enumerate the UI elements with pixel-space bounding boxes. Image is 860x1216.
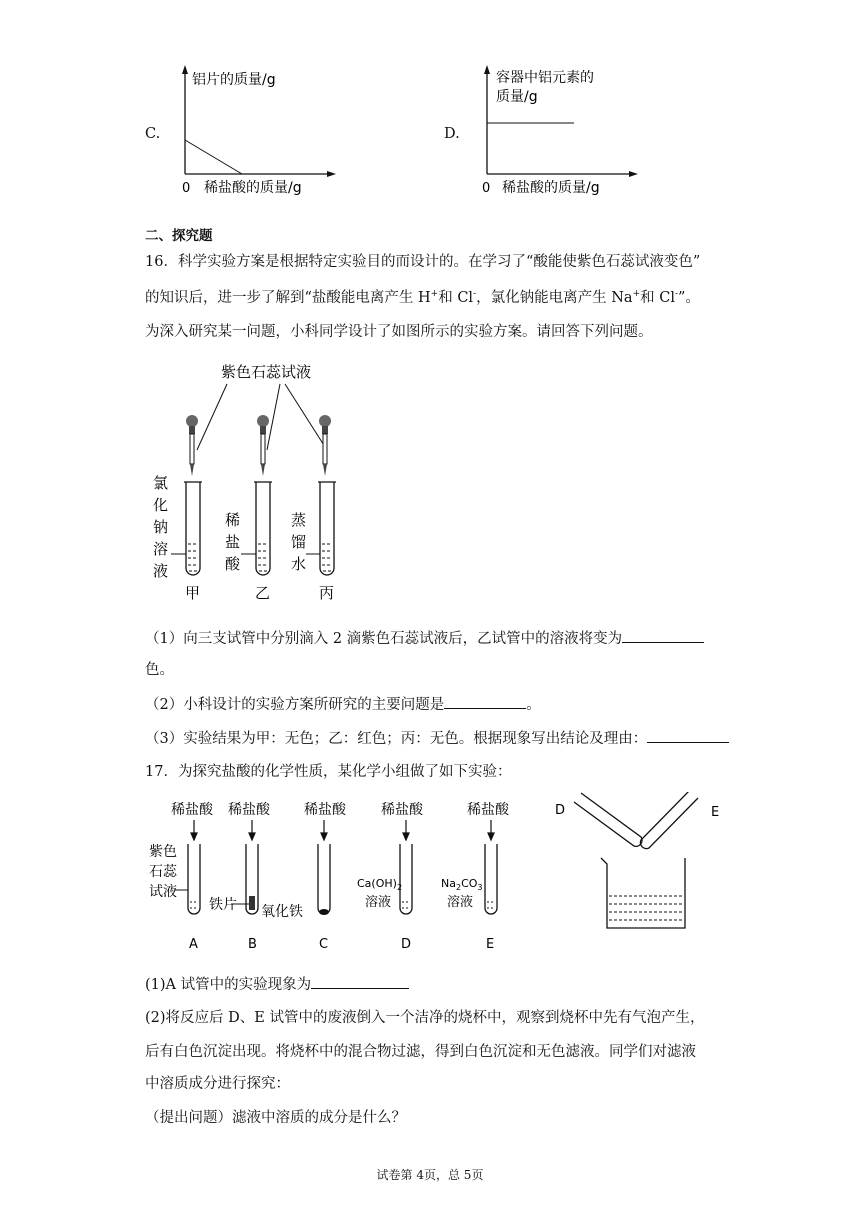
graph-c-x-arrow [327,171,336,177]
tube-bing-label: 丙 [319,584,335,602]
answer-blank-2[interactable] [444,694,526,709]
graph-c [170,62,340,202]
answer-blank-4[interactable] [311,974,409,989]
acid-labels [171,801,510,818]
svg-text:D: D [401,937,412,952]
tube-bing-liquid: 蒸 馏 水 [291,511,307,573]
graph-d-origin: 0 [482,181,491,196]
q17-line1: 17．为探究盐酸的化学性质，某化学小组做了如下实验： [145,764,512,780]
tube-yi-label: 乙 [255,584,271,602]
graph-d-y-label-1: 容器中铝元素的 [496,70,594,86]
dropper-1 [186,415,198,476]
q16-line3: 为深入研究某一问题，小科同学设计了如图所示的实验方案。请回答下列问题。 [145,324,653,340]
page-footer: 试卷第 4页，总 5页 [376,1168,484,1182]
reagent-label: 紫色石蕊试液 [221,363,312,381]
graph-c-y-arrow [182,65,188,74]
svg-text:稀盐酸: 稀盐酸 [467,802,509,818]
tube-yi [241,482,272,575]
graph-c-y-label: 铝片的质量/g [192,72,276,88]
pour-tube-d [574,793,642,846]
tube-e [485,844,497,914]
q17-sub1: (1)A 试管中的实验现象为 [145,974,409,995]
svg-text:稀盐酸: 稀盐酸 [171,802,213,818]
tube-d [400,844,412,914]
q16-figure [145,358,375,608]
dropper-3 [319,415,331,476]
q17-sub2-line3: 中溶质成分进行探究： [145,1076,290,1092]
graph-d-y-label-2: 质量/g [496,89,538,105]
pour-tube-e [640,792,698,849]
dropper-2 [257,415,269,476]
q16-line2: 的知识后，进一步了解到“盐酸能电离产生 H+和 Cl-，氯化钠能电离产生 Na+和 Cl-”。 [145,289,700,306]
tube-a [188,844,200,914]
option-c-label: C. [145,126,161,142]
q17-question: （提出问题）滤液中溶质的成分是什么？ [145,1110,406,1126]
q17-sub2-line2: 后有白色沉淀出现。将烧杯中的混合物过滤，得到白色沉淀和无色滤液。同学们对滤液 [145,1044,696,1060]
beaker [601,858,685,928]
option-d-label: D. [444,126,460,142]
answer-blank-1[interactable] [622,628,704,643]
graph-c-origin: 0 [182,181,191,196]
svg-text:B: B [248,937,257,952]
q16-sub2: （2）小科设计的实验方案所研究的主要问题是 。 [145,694,541,715]
q16-line1: 16．科学实验方案是根据特定实验目的而设计的。在学习了“酸能使紫色石蕊试液变色” [145,254,701,270]
tube-jia-liquid: 氯 化 钠 溶 液 [153,474,169,580]
iron-oxide-label: 氧化铁 [261,904,303,920]
q16-sub3: （3）实验结果为甲：无色；乙：红色；丙：无色。根据现象写出结论及理由： [145,728,729,749]
caoh2-solution: 溶液 [365,895,392,910]
na2co3-solution: 溶液 [447,895,474,910]
graph-d [472,62,642,202]
caoh2-label: $Ca(OH)_2$ [357,877,403,892]
q16-sub1-end: 色。 [145,662,174,678]
graph-d-x-arrow [629,171,638,177]
pour-d-label: D [555,803,566,818]
graph-d-x-label: 稀盐酸的质量/g [502,180,600,196]
tube-letters [189,937,494,952]
indicator-label: 紫色 石蕊 试液 [149,844,177,900]
graph-d-y-arrow [484,65,490,74]
tube-yi-liquid: 稀 盐 酸 [225,511,241,573]
q17-figure [145,792,735,964]
svg-text:C: C [319,937,329,952]
tube-jia [171,482,202,575]
iron-strip-shape [249,896,255,910]
svg-text:E: E [486,937,495,952]
answer-blank-3[interactable] [647,728,729,743]
iron-strip-label: 铁片 [209,897,237,913]
svg-text:A: A [189,937,198,952]
graph-c-x-label: 稀盐酸的质量/g [204,180,302,196]
beaker-liquid [609,896,683,920]
iron-oxide-shape [319,909,329,915]
tube-jia-label: 甲 [185,584,201,602]
svg-text:稀盐酸: 稀盐酸 [304,802,346,818]
graph-c-line [185,140,242,174]
svg-text:稀盐酸: 稀盐酸 [381,802,423,818]
tube-c [318,844,330,914]
q16-sub1: （1）向三支试管中分别滴入 2 滴紫色石蕊试液后，乙试管中的溶液将变为 [145,628,704,649]
q17-sub2-line1: (2)将反应后 D、E 试管中的废液倒入一个洁净的烧杯中，观察到烧杯中先有气泡产生， [145,1010,705,1026]
svg-text:稀盐酸: 稀盐酸 [228,802,270,818]
pour-e-label: E [711,805,720,820]
section-title: 二、探究题 [145,228,213,244]
na2co3-label: $Na_2CO_3$ [441,877,483,892]
